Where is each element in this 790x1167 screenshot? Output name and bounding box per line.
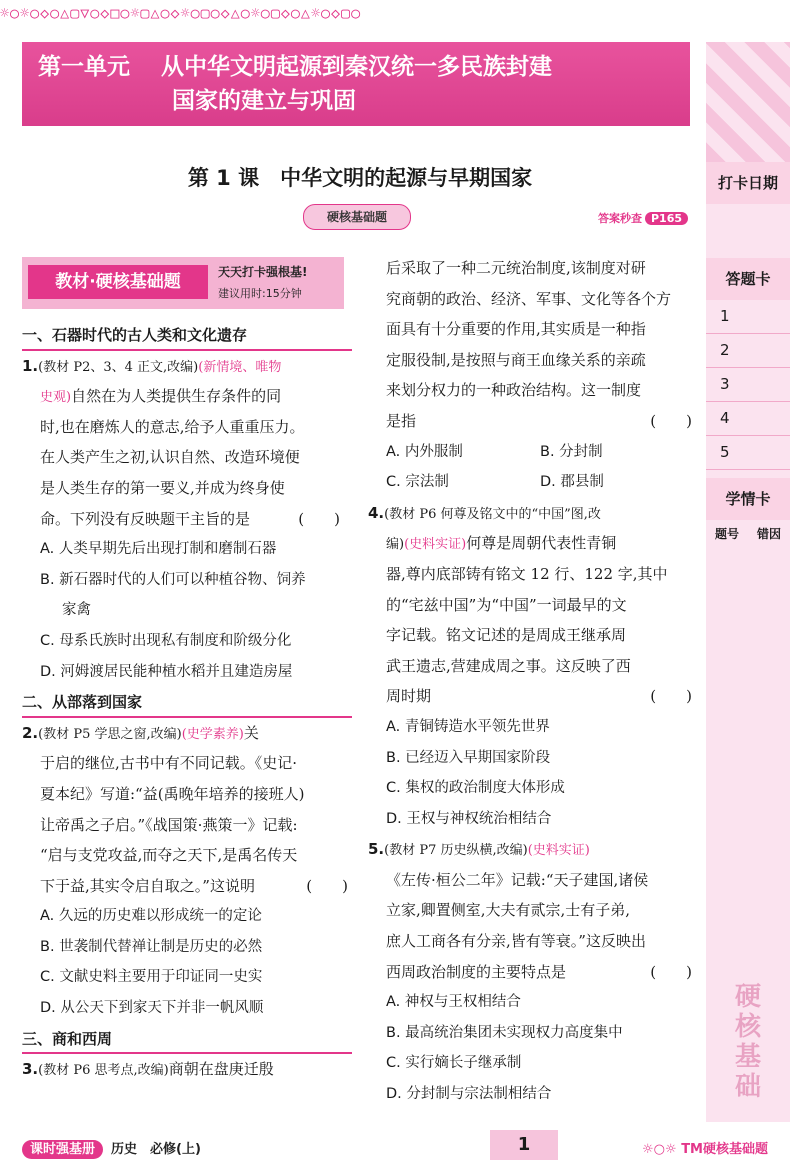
q4-option-c[interactable]: C. 集权的政治制度大体形成: [386, 780, 565, 797]
q3-answer-blank[interactable]: ( ): [650, 411, 692, 430]
heading-stone-age: 一、石器时代的古人类和文化遗存: [22, 320, 352, 351]
q3-line: 面具有十分重要的作用,其实质是一种指: [386, 320, 646, 339]
error-reason-header: 错因: [756, 527, 781, 541]
q4-line: 字记载。铭文记述的是周成王继承周: [386, 626, 627, 645]
q5-line: [368, 957, 698, 988]
q1-text: 自然在为人类提供生存条件的同: [71, 387, 282, 406]
q5-source: (教材 P7 历史纵横,改编): [384, 843, 528, 859]
answer-slot-4[interactable]: 4: [706, 402, 790, 436]
unit-banner: [22, 42, 690, 126]
left-column: [22, 320, 352, 1085]
q3-number: 3.: [22, 1060, 39, 1079]
q4-line: [368, 498, 698, 529]
page-number: 1: [490, 1130, 558, 1160]
q4-text: 何尊是周朝代表性青铜: [466, 534, 617, 553]
q2-option-c[interactable]: C. 文献史料主要用于印证同一史实: [40, 969, 263, 986]
q4-line: [368, 681, 698, 712]
q5-option-c[interactable]: C. 实行嫡长子继承制: [386, 1055, 522, 1072]
q2-text: 下于益,其实令启自取之。”这说明: [40, 876, 255, 895]
q4-source: (教材 P6 何尊及铭文中的“中国”图,改: [384, 506, 601, 522]
unit-title-line2: 国家的建立与巩固: [172, 88, 356, 114]
q4-line: [368, 528, 698, 559]
answer-slot-2[interactable]: 2: [706, 334, 790, 368]
q3-text: 商朝在盘庚迁殷: [168, 1060, 274, 1079]
q5-answer-blank[interactable]: ( ): [650, 962, 692, 981]
q4-option-b[interactable]: B. 已经迈入早期国家阶段: [386, 749, 551, 766]
q2-line: [22, 871, 352, 902]
q3-options-row2: [368, 467, 698, 498]
q5-option-a[interactable]: A. 神权与王权相结合: [386, 994, 521, 1011]
q2-line: 夏本纪》写道:“益(禹晚年培养的接班人): [40, 784, 305, 803]
footer-series: [22, 1138, 201, 1157]
q1-option-c[interactable]: C. 母系氏族时出现私有制度和阶级分化: [40, 632, 292, 649]
q3-line: 后采取了一种二元统治制度,该制度对研: [386, 259, 646, 277]
q3-line: 定服役制,是按照与商王血缘关系的亲疏: [386, 350, 646, 369]
q1-number: 1.: [22, 356, 39, 375]
q5-option-b[interactable]: B. 最高统治集团未实现权力高度集中: [386, 1024, 623, 1041]
q2-option-d[interactable]: D. 从公天下到家天下并非一帆风顺: [40, 1000, 264, 1017]
q4-line: 器,尊内底部铸有铭文 12 行、122 字,其中: [386, 564, 668, 583]
lesson-title: 第 1 课 中华文明的起源与早期国家: [187, 166, 533, 190]
footer-brand: ☼○☼ TM硬核基础题: [642, 1142, 768, 1157]
q1-line: 是人类生存的第一要义,并成为终身使: [40, 478, 285, 497]
sidebar-pattern: [706, 42, 790, 162]
answer-slot-5[interactable]: 5: [706, 436, 790, 470]
answer-slot-1[interactable]: 1: [706, 300, 790, 334]
q1-line: [22, 504, 352, 535]
q4-line: 的“宅兹中国”为“中国”一词最早的文: [386, 595, 627, 614]
answer-slot-3[interactable]: 3: [706, 368, 790, 402]
q1-line: 时,也在磨炼人的意志,给予人重重压力。: [40, 417, 305, 436]
subject-label: 历史 必修(上): [111, 1142, 201, 1157]
q3-option-b[interactable]: B. 分封制: [540, 443, 603, 460]
q1-line: [22, 351, 352, 382]
sidebar-brand: 硬核基础: [734, 982, 761, 1102]
q1-answer-blank[interactable]: ( ): [298, 509, 340, 528]
q1-option-d[interactable]: D. 河姆渡居民能种植水稻并且建造房屋: [40, 663, 293, 680]
q3-line: [22, 1054, 352, 1085]
answer-page-badge: P165: [645, 212, 688, 225]
q3-option-d[interactable]: D. 郡县制: [540, 474, 604, 491]
q2-line: 让帝禹之子启。”《战国策·燕策一》记载:: [40, 815, 298, 834]
q1-line: 在人类产生之初,认识自然、改造环境便: [40, 448, 300, 467]
q4-line: 武王遗志,营建成周之事。这反映了西: [386, 656, 631, 675]
q5-tag: (史料实证): [527, 843, 590, 859]
q1-tag: (新情境、唯物: [198, 359, 282, 375]
q4-option-d[interactable]: D. 王权与神权统治相结合: [386, 810, 552, 827]
q1-option-a[interactable]: A. 人类早期先后出现打制和磨制石器: [40, 541, 277, 558]
q2-option-a[interactable]: A. 久远的历史难以形成统一的定论: [40, 908, 262, 925]
q5-line: 《左传·桓公二年》记载:“天子建国,诸侯: [386, 870, 649, 889]
q1-option-b-cont: 家禽: [62, 602, 91, 619]
study-card-label: 学情卡: [706, 478, 790, 520]
unit-title-line1: 第一单元 从中华文明起源到秦汉统一多民族封建: [38, 54, 553, 80]
q3-line: [368, 406, 698, 437]
q2-text: 关: [243, 723, 259, 742]
decorative-top-strip: ☼○☼○◇○△▢▽○◇□○☼▢△○◇☼○▢○◇△○☼○▢◇○△☼○◇▢○: [0, 4, 362, 22]
page-footer: [0, 1128, 790, 1167]
right-column: [368, 253, 698, 1110]
series-badge: 课时强基册: [22, 1140, 103, 1159]
q3-line: 来划分权力的一种政治结构。这一制度: [386, 381, 642, 400]
answer-hint-label: 答案秒查: [598, 212, 642, 225]
q1-line: [22, 381, 352, 412]
q2-tag: (史学素养): [181, 726, 244, 742]
practice-box-time: 建议用时:15分钟: [218, 287, 302, 300]
q3-option-a[interactable]: A. 内外服制: [386, 443, 463, 460]
q5-option-d[interactable]: D. 分封制与宗法制相结合: [386, 1086, 552, 1103]
section-tag: 硬核基础题: [303, 204, 411, 230]
q5-line: [368, 834, 698, 865]
q2-line: 于启的继位,古书中有不同记载。《史记·: [40, 754, 298, 773]
checkin-date-label: 打卡日期: [706, 162, 790, 204]
sidebar: [706, 162, 790, 1122]
practice-box: [22, 257, 344, 309]
answer-card-label: 答题卡: [706, 258, 790, 300]
q3-source: (教材 P6 思考点,改编): [38, 1063, 169, 1079]
q4-tag: (史料实证): [404, 537, 467, 553]
q2-line: “启与支党攻益,而夺之天下,是禹名传天: [40, 846, 298, 865]
q1-tag: 史观): [40, 390, 72, 406]
q3-option-c[interactable]: C. 宗法制: [386, 474, 449, 491]
practice-box-name: 教材·硬核基础题: [28, 265, 208, 299]
practice-box-slogan: 天天打卡强根基!: [218, 265, 308, 279]
q1-option-b[interactable]: B. 新石器时代的人们可以种植谷物、饲养: [40, 571, 306, 588]
q5-number: 5.: [368, 840, 385, 859]
q1-source: (教材 P2、3、4 正文,改编): [38, 359, 199, 375]
q4-text: 周时期: [386, 687, 432, 706]
q3-options-row1: [368, 437, 698, 468]
q3-text: 是指: [386, 411, 417, 430]
q2-source: (教材 P5 学思之窗,改编): [38, 726, 182, 742]
q4-number: 4.: [368, 503, 385, 522]
q5-text: 西周政治制度的主要特点是: [386, 962, 567, 981]
q2-option-b[interactable]: B. 世袭制代替禅让制是历史的必然: [40, 938, 263, 955]
heading-shang-zhou: 三、商和西周: [22, 1024, 352, 1055]
q1-text: 命。下列没有反映题干主旨的是: [40, 509, 251, 528]
q5-line: 庶人工商各有分亲,皆有等衰。”这反映出: [386, 932, 646, 951]
question-number-header: 题号: [714, 527, 739, 541]
q3-line: 究商朝的政治、经济、军事、文化等各个方: [386, 289, 672, 308]
study-card-columns: [706, 520, 790, 542]
q2-answer-blank[interactable]: ( ): [306, 876, 348, 895]
q2-line: [22, 718, 352, 749]
q4-answer-blank[interactable]: ( ): [650, 687, 692, 706]
q4-option-a[interactable]: A. 青铜铸造水平领先世界: [386, 718, 550, 735]
q4-source: 编): [386, 537, 405, 553]
heading-tribe-to-state: 二、从部落到国家: [22, 687, 352, 718]
answer-hint[interactable]: [598, 210, 688, 226]
q5-line: 立家,卿置侧室,大夫有贰宗,士有子弟,: [386, 901, 631, 920]
q2-number: 2.: [22, 723, 39, 742]
